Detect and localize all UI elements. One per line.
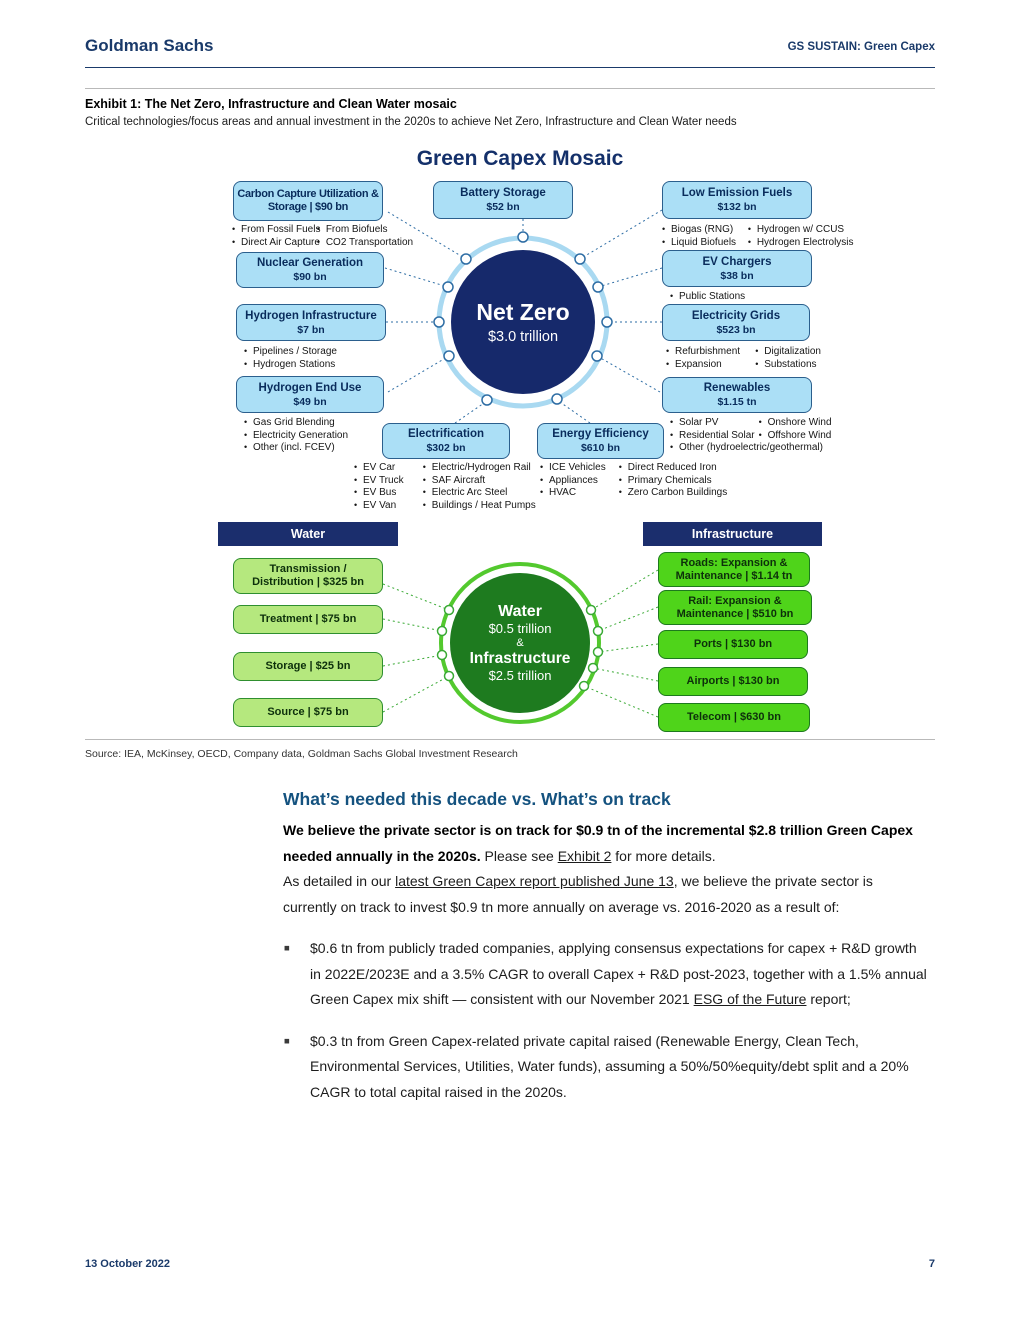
box-battery-storage-title: Battery Storage: [460, 187, 546, 199]
bullet-1-start: $0.6 tn from publicly traded companies, applying consensus expectations for capex + R&D growth in 2022E/2023E and a 3.5% CAGR to overall Capex + R&D post-2023, together with a 1.5% annual Green Capex mix shift — consistent with our November 2021: [310, 940, 927, 1007]
exhibit-source: Source: IEA, McKinsey, OECD, Company data, Goldman Sachs Global Investment Research: [85, 748, 518, 760]
box-renewables-title: Renewables: [703, 382, 771, 394]
box-hydrogen-end-use: [236, 376, 384, 413]
bullet-item: • Pipelines / Storage: [242, 346, 387, 358]
box-low-emission-fuels-title: Low Emission Fuels: [681, 187, 793, 199]
bullet-item: • Liquid Biofuels: [660, 237, 742, 249]
bullet-item: • Buildings / Heat Pumps: [421, 500, 536, 512]
water-section-label: Water: [290, 527, 326, 541]
box-telecom: Telecom | $630 bn: [658, 703, 810, 732]
box-electrification-title: Electrification: [407, 428, 485, 440]
water-hub-title: Water: [498, 602, 542, 620]
bullet-item: • Direct Air Capture: [230, 237, 311, 249]
list-item: [283, 936, 927, 1013]
box-carbon-capture-title: Carbon Capture Utilization & Storage | $90 bn: [237, 188, 379, 213]
bullet-item: • HVAC: [538, 487, 613, 499]
bullet-item: • Hydrogen Stations: [242, 359, 387, 371]
bullet-item: • Substations: [753, 359, 832, 371]
bullet-item: • Biogas (RNG): [660, 224, 742, 236]
bullet-item: • Direct Reduced Iron: [617, 462, 720, 474]
box-low-emission-fuels-value: $132 bn: [717, 201, 757, 213]
water-hub-value: $0.5 trillion: [488, 620, 552, 636]
bullet-item: • Gas Grid Blending: [242, 417, 392, 429]
bullet-item: • EV Bus: [352, 487, 417, 499]
low-emission-fuels-bullets: [660, 224, 854, 248]
box-ev-chargers: [662, 250, 812, 287]
esg-of-the-future-link[interactable]: ESG of the Future: [693, 991, 807, 1007]
hydrogen-end-use-bullets: [242, 417, 392, 454]
box-renewables: [662, 377, 812, 413]
paragraph-2-end: , we believe the private sector is currently on track to invest $0.9 tn more annually on average vs. 2016-2020 as a result of:: [283, 873, 873, 915]
footer-page-number: 7: [928, 1258, 935, 1270]
water-section-header: [218, 522, 398, 546]
box-airports: Airports | $130 bn: [658, 667, 808, 696]
box-source: Source | $75 bn: [233, 698, 383, 727]
infrastructure-section-label: Infrastructure: [691, 527, 774, 541]
netzero-hub-title: Net Zero: [476, 298, 570, 325]
bullet-item: • ICE Vehicles: [538, 462, 613, 474]
bullet-item: • Digitalization: [753, 346, 832, 358]
box-nuclear-generation-title: Nuclear Generation: [256, 257, 364, 269]
box-energy-efficiency-title: Energy Efficiency: [552, 428, 649, 440]
box-electrification-value: $302 bn: [426, 442, 466, 454]
green-capex-report-link[interactable]: latest Green Capex report published June 13: [395, 873, 674, 889]
box-electricity-grids-title: Electricity Grids: [691, 309, 781, 322]
bullet-item: • Offshore Wind: [757, 430, 852, 442]
box-nuclear-generation-value: $90 bn: [293, 271, 327, 283]
box-treatment: Treatment | $75 bn: [233, 605, 383, 634]
report-title: GS SUSTAIN: Green Capex: [787, 41, 935, 53]
box-storage: Storage | $25 bn: [233, 652, 383, 681]
bullet-item: • EV Truck: [352, 475, 417, 487]
box-energy-efficiency-value: $610 bn: [580, 442, 621, 454]
paragraph-1-bold: We believe the private sector is on track for $0.9 tn of the incremental $2.8 trillion Green Capex needed annually in the 2020s.: [283, 822, 913, 864]
paragraph-2-start: As detailed in our: [283, 873, 396, 889]
box-hydrogen-infrastructure: [236, 304, 386, 341]
box-battery-storage-value: $52 bn: [486, 201, 520, 213]
bullet-item: • Appliances: [538, 475, 613, 487]
box-nuclear-generation: [236, 252, 384, 288]
infrastructure-hub-value: $2.5 trillion: [488, 667, 552, 683]
water-infrastructure-hub: [450, 573, 590, 713]
netzero-hub-value: $3.0 trillion: [487, 328, 559, 345]
bullet-item: • Primary Chemicals: [617, 475, 720, 487]
box-roads: Roads: Expansion & Maintenance | $1.14 tn: [658, 552, 810, 587]
box-low-emission-fuels: [662, 181, 812, 219]
bullet-item: • Residential Solar: [668, 430, 753, 442]
bullet-item: • Expansion: [664, 359, 749, 371]
netzero-hub: [451, 250, 595, 394]
hub-ampersand: &: [516, 636, 524, 649]
bullet-item: • Zero Carbon Buildings: [617, 487, 720, 499]
body-column: [283, 788, 927, 1105]
bullet-2-text: $0.3 tn from Green Capex-related private capital raised (Renewable Energy, Clean Tech, Environmental Services, Utilities, Water funds), assuming a 50%/50%equity/debt split and a 20% CAGR to total capital raised in the 2020s.: [310, 1032, 909, 1100]
bullet-item: • CO2 Transportation: [315, 237, 406, 249]
box-battery-storage: [433, 181, 573, 219]
infrastructure-section-header: [643, 522, 822, 546]
exhibit-subtitle: Critical technologies/focus areas and annual investment in the 2020s to achieve Net Zero, Infrastructure and Clean Water needs: [85, 116, 737, 128]
bullet-item: • From Fossil Fuels: [230, 224, 311, 236]
electricity-grids-bullets: [664, 346, 828, 370]
carbon-capture-bullets: [230, 224, 414, 248]
box-hydrogen-infrastructure-title: Hydrogen Infrastructure: [245, 309, 377, 322]
box-rail: Rail: Expansion & Maintenance | $510 bn: [658, 590, 812, 625]
bullet-item: • Hydrogen Electrolysis: [746, 237, 850, 249]
infrastructure-hub-title: Infrastructure: [469, 649, 571, 667]
bullet-item: • Solar PV: [668, 417, 753, 429]
mosaic-heading: Green Capex Mosaic: [416, 147, 624, 170]
exhibit-bottom-rule: [85, 739, 935, 740]
renewables-bullets: [668, 417, 848, 454]
hydrogen-infrastructure-bullets: [242, 346, 387, 370]
section-heading: What’s needed this decade vs. What’s on track: [283, 789, 671, 809]
box-transmission-distribution: Transmission / Distribution | $325 bn: [233, 558, 383, 594]
box-electricity-grids-value: $523 bn: [716, 323, 756, 336]
bullet-item: • Other (hydroelectric/geothermal): [668, 442, 852, 454]
bullet-item: • Electric/Hydrogen Rail: [421, 462, 536, 474]
paragraph-2: [283, 869, 927, 920]
exhibit-title: Exhibit 1: The Net Zero, Infrastructure and Clean Water mosaic: [85, 97, 457, 111]
bullet-item: • SAF Aircraft: [421, 475, 536, 487]
bullet-item: • Hydrogen w/ CCUS: [746, 224, 850, 236]
bullet-1-end: report;: [806, 991, 851, 1007]
box-ev-chargers-title: EV Chargers: [702, 255, 772, 268]
bullet-item: • EV Van: [352, 500, 417, 512]
paragraph-1: [283, 818, 927, 869]
footer-date: 13 October 2022: [85, 1258, 170, 1270]
exhibit-2-link[interactable]: Exhibit 2: [557, 847, 612, 864]
list-item: [283, 1029, 927, 1106]
energy-efficiency-bullets: [538, 462, 728, 499]
ev-chargers-bullets: [668, 291, 808, 303]
box-ev-chargers-value: $38 bn: [720, 269, 754, 282]
paragraph-1-end: for more details.: [611, 847, 716, 864]
bullet-item: • Electricity Generation: [242, 430, 392, 442]
bullet-item: • Refurbishment: [664, 346, 749, 358]
box-electricity-grids: [662, 304, 810, 341]
box-hydrogen-end-use-value: $49 bn: [293, 395, 327, 408]
bullet-item: • Onshore Wind: [757, 417, 852, 429]
box-electrification: [382, 423, 510, 459]
brand-logo-text: Goldman Sachs: [85, 36, 214, 55]
box-carbon-capture: [233, 181, 383, 221]
box-hydrogen-end-use-title: Hydrogen End Use: [258, 381, 362, 394]
bullet-item: • Electric Arc Steel: [421, 487, 536, 499]
electrification-bullets: [352, 462, 536, 511]
box-energy-efficiency: [537, 423, 664, 459]
bullet-item: • Other (incl. FCEV): [242, 442, 392, 454]
bullet-item: • Public Stations: [668, 291, 808, 303]
box-hydrogen-infrastructure-value: $7 bn: [297, 323, 325, 336]
box-ports: Ports | $130 bn: [658, 630, 808, 659]
bullet-item: • EV Car: [352, 462, 417, 474]
paragraph-1-mid: Please see: [480, 847, 558, 864]
bullet-item: • From Biofuels: [315, 224, 406, 236]
box-renewables-value: $1.15 tn: [717, 396, 757, 408]
